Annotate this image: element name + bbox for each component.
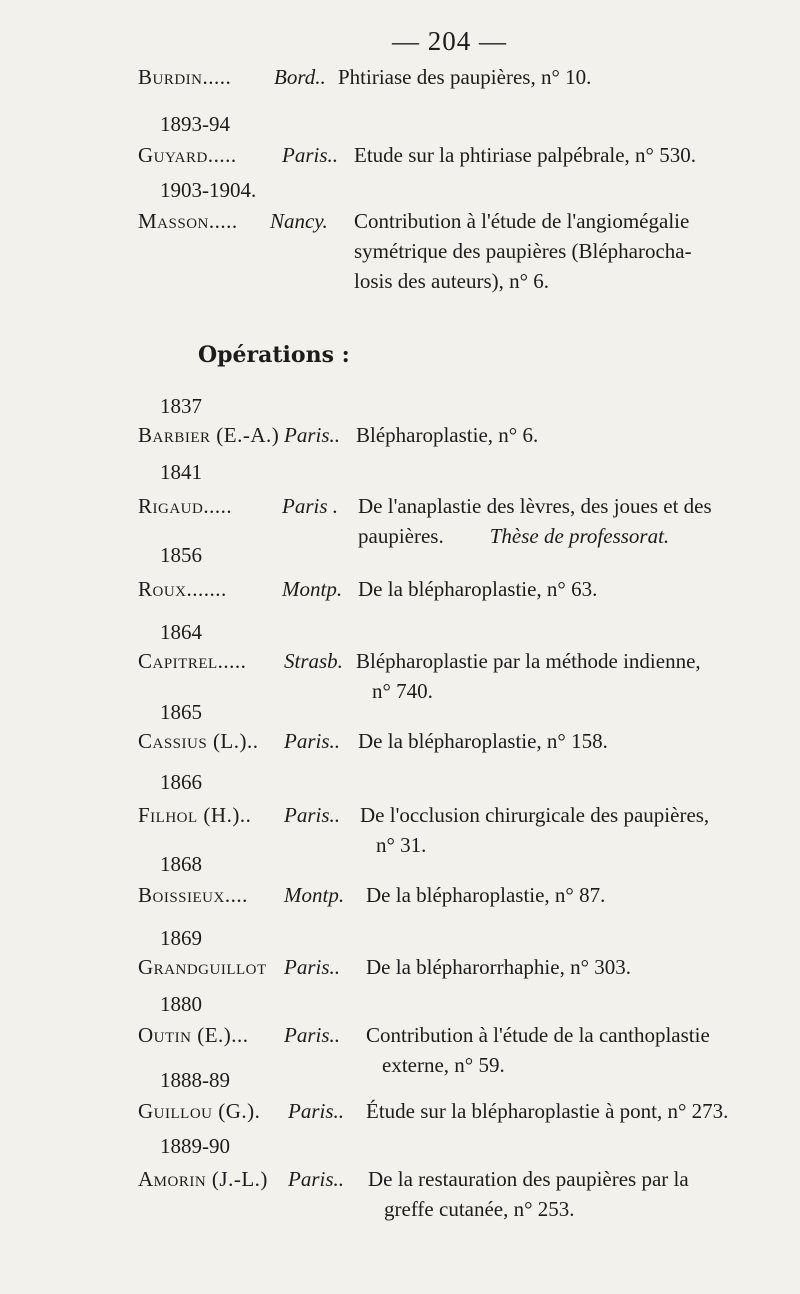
entry-city: Bord.. xyxy=(274,65,326,89)
year-label: 1869 xyxy=(160,926,202,950)
entry-line: De la blépharoplastie, n° 158. xyxy=(358,729,608,753)
entry-line: De la blépharorrhaphie, n° 303. xyxy=(366,955,631,979)
entry-line: greffe cutanée, n° 253. xyxy=(384,1197,575,1221)
entry-line: n° 31. xyxy=(376,833,427,857)
entry-description xyxy=(354,140,696,170)
entry-author: Cassius (L.).. xyxy=(138,729,259,753)
entry-line: Phtiriase des paupières, n° 10. xyxy=(338,65,592,89)
page-number: — 204 — xyxy=(392,26,507,56)
entry-line: Etude sur la phtiriase palpébrale, n° 530. xyxy=(354,143,696,167)
year-label: 1888-89 xyxy=(160,1068,230,1092)
entry-description xyxy=(356,646,701,706)
entry-city: Montp. xyxy=(284,883,345,907)
entry-description xyxy=(366,1096,728,1126)
entry-city: Strasb. xyxy=(284,649,343,673)
entry-line xyxy=(358,521,712,551)
entry-description xyxy=(356,420,538,450)
entry-city: Paris.. xyxy=(284,1023,341,1047)
year-label: 1868 xyxy=(160,852,202,876)
entry-description xyxy=(358,491,712,551)
entry-description xyxy=(354,206,692,296)
year-label: 1889-90 xyxy=(160,1134,230,1158)
year-label: 1866 xyxy=(160,770,202,794)
year-label: 1856 xyxy=(160,543,202,567)
entry-line: Contribution à l'étude de la canthoplastie xyxy=(366,1023,710,1047)
entry-author: Capitrel..... xyxy=(138,649,247,673)
entry-city: Paris.. xyxy=(284,803,341,827)
entry-author: Masson..... xyxy=(138,209,238,233)
entry-author: Guyard..... xyxy=(138,143,237,167)
entry-description xyxy=(338,62,591,92)
entry-city: Paris.. xyxy=(282,143,339,167)
entry-line: symétrique des paupières (Blépharocha- xyxy=(354,239,692,263)
year-label: 1841 xyxy=(160,460,202,484)
year-label: 1903-1904. xyxy=(160,178,257,202)
entry-description xyxy=(358,726,608,756)
entry-author: Guillou (G.). xyxy=(138,1099,261,1123)
entry-line: Étude sur la blépharoplastie à pont, n° 273. xyxy=(366,1099,729,1123)
entry-line: Contribution à l'étude de l'angiomégalie xyxy=(354,209,690,233)
year-label: 1880 xyxy=(160,992,202,1016)
entry-city: Montp. xyxy=(282,577,343,601)
entry-description xyxy=(358,574,597,604)
entry-description xyxy=(368,1164,689,1224)
year-label: 1864 xyxy=(160,620,202,644)
section-heading: Opérations : xyxy=(198,342,350,368)
entry-author: Grandguillot xyxy=(138,955,267,979)
entry-author: Filhol (H.).. xyxy=(138,803,252,827)
entry-author: Boissieux.... xyxy=(138,883,248,907)
entry-line-text: paupières. xyxy=(358,524,444,548)
entry-author: Roux....... xyxy=(138,577,227,601)
entry-author: Barbier (E.-A.) xyxy=(138,423,280,447)
entry-line: De l'occlusion chirurgicale des paupières, xyxy=(360,803,710,827)
entry-line: De la blépharoplastie, n° 63. xyxy=(358,577,598,601)
entry-city: Paris.. xyxy=(284,423,341,447)
entry-description xyxy=(366,952,631,982)
entry-line: De l'anaplastie des lèvres, des joues et des xyxy=(358,494,712,518)
entry-city: Paris.. xyxy=(284,729,341,753)
entry-city: Nancy. xyxy=(270,209,328,233)
entry-description xyxy=(366,880,605,910)
entry-line: Blépharoplastie par la méthode indienne, xyxy=(356,649,701,673)
entry-line: De la restauration des paupières par la xyxy=(368,1167,689,1191)
entry-city: Paris.. xyxy=(284,955,341,979)
entry-line: De la blépharoplastie, n° 87. xyxy=(366,883,606,907)
entry-description xyxy=(366,1020,710,1080)
entry-line: losis des auteurs), n° 6. xyxy=(354,269,550,293)
entry-line: n° 740. xyxy=(372,679,433,703)
entry-author: Outin (E.)... xyxy=(138,1023,249,1047)
entry-author: Amorin (J.-L.) xyxy=(138,1167,268,1191)
entry-line-italic: Thèse de professorat. xyxy=(489,524,670,548)
entry-city: Paris.. xyxy=(288,1167,345,1191)
entry-author: Burdin..... xyxy=(138,65,232,89)
entry-line: Blépharoplastie, n° 6. xyxy=(356,423,539,447)
entry-author: Rigaud..... xyxy=(138,494,233,518)
year-label: 1893-94 xyxy=(160,112,230,136)
entry-city: Paris.. xyxy=(288,1099,345,1123)
entry-city: Paris . xyxy=(282,494,339,518)
year-label: 1837 xyxy=(160,394,202,418)
entry-description xyxy=(360,800,709,860)
year-label: 1865 xyxy=(160,700,202,724)
entry-line: externe, n° 59. xyxy=(382,1053,505,1077)
